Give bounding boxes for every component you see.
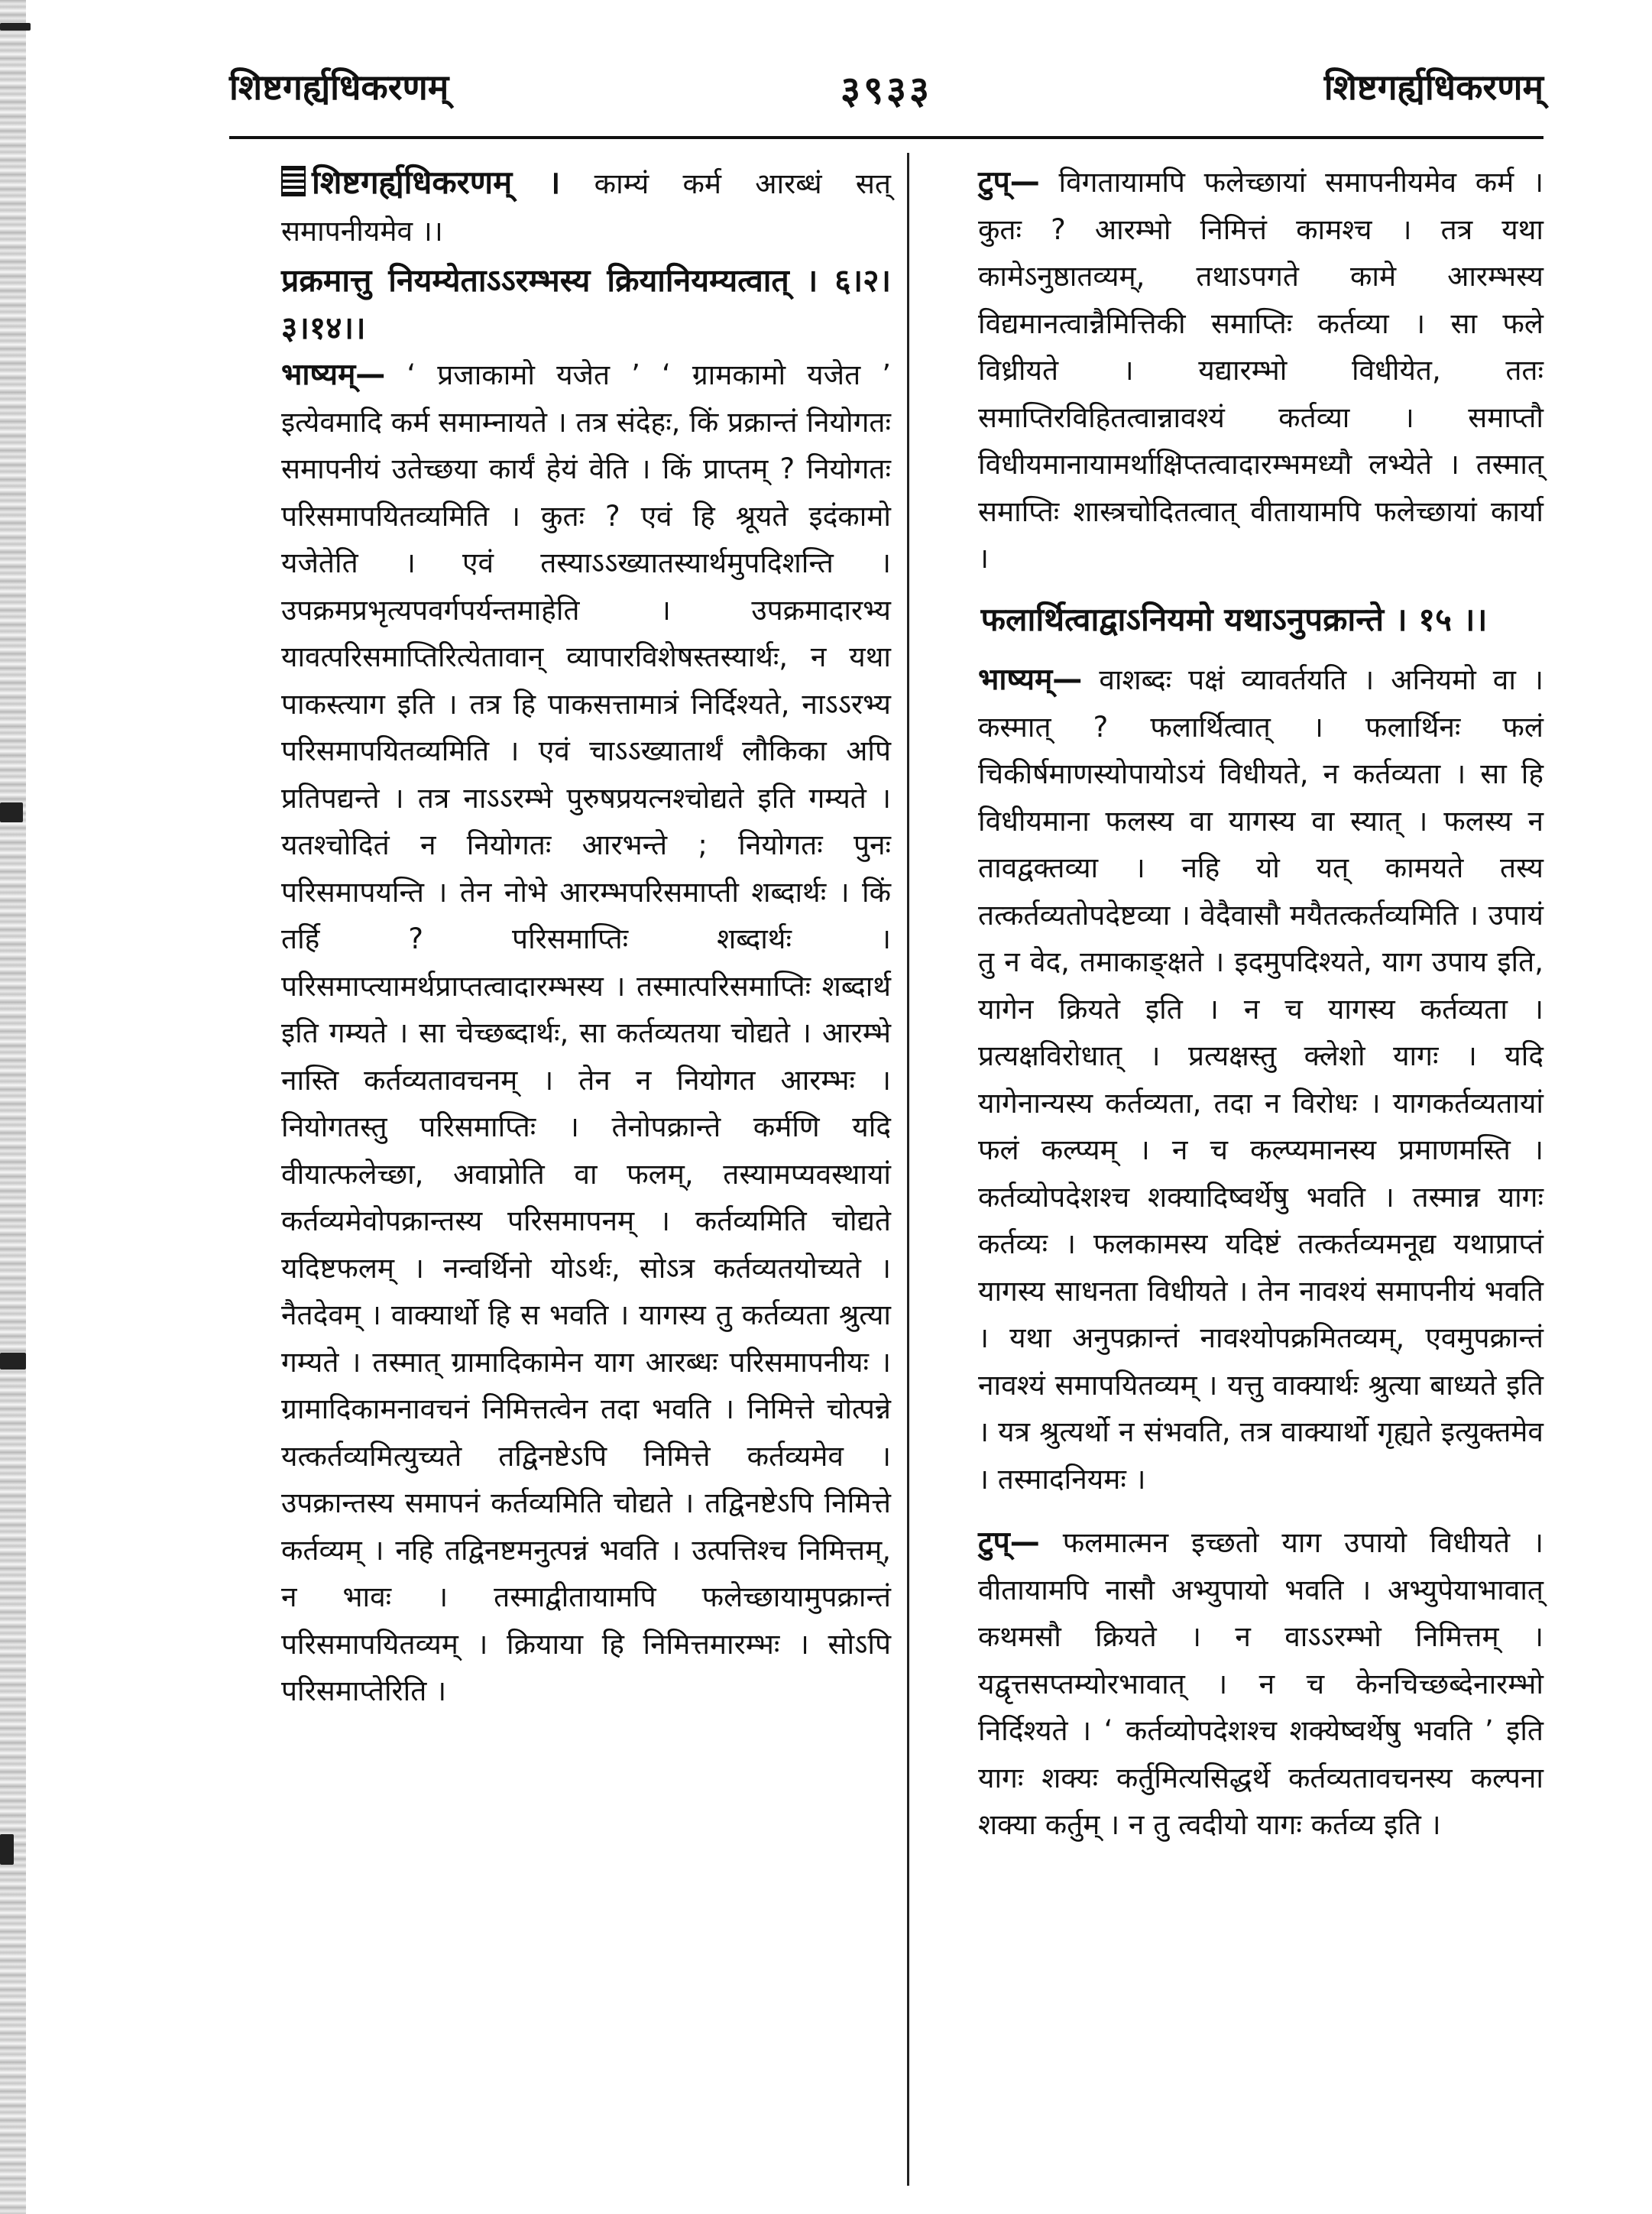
adhikarana-title: शिष्टगर्ह्यधिकरणम् ।	[312, 164, 561, 201]
left-column	[228, 159, 891, 2177]
bhashya-paragraph	[228, 352, 891, 1715]
adhikarana-summary: काम्यं कर्म आरब्धं सत् समापनीयमेव ।।	[281, 167, 891, 248]
tup-label: टुप्—	[978, 1525, 1040, 1560]
adhikarana-heading	[228, 159, 891, 254]
sutra-14: प्रक्रमात्तु नियम्येताऽऽरम्भस्य क्रियानियम्यत्वात् । ६।२।३।१४।।	[281, 262, 891, 346]
bhashya-text: ‘ प्रजाकामो यजेत ’ ‘ ग्रामकामो यजेत ’ इत्येवमादि कर्म समाम्नायते । तत्र संदेहः, किं प्रक्रान्तं नियोगतः समापनीयं उतेच्छया कार्यं हेयं वेति । किं प्राप्तम् ? नियोगतः परिसमापयितव्यमिति । कुतः ? एवं हि श्रूयते इदंकामो यजेतेति । एवं तस्याऽऽख्यातस्यार्थमुपदिशन्ति । उपक्रमप्रभृत्यपवर्गपर्यन्तमाहेति । उपक्रमादारभ्य यावत्परिसमाप्तिरित्येतावान् व्यापारविशेषस्तस्यार्थः, न यथा पाकस्त्याग इति । तत्र हि पाकसत्तामात्रं निर्दिश्यते, नाऽऽरभ्य परिसमापयितव्यमिति । एवं चाऽऽख्यातार्थं लौकिका अपि प्रतिपद्यन्ते । तत्र नाऽऽरम्भे पुरुषप्रयत्नश्चोद्यते इति गम्यते । यतश्चोदितं न नियोगतः आरभन्ते ; नियोगतः पुनः परिसमापयन्ति । तेन नोभे आरम्भपरिसमाप्ती शब्दार्थः । किं तर्हि ? परिसमाप्तिः शब्दार्थः । परिसमाप्त्यामर्थप्राप्तत्वादारम्भस्य । तस्मात्परिसमाप्तिः शब्दार्थ इति गम्यते । सा चेच्छब्दार्थः, सा कर्तव्यतया चोद्यते । आरम्भे नास्ति कर्तव्यतावचनम् । तेन न नियोगत आरम्भः । नियोगतस्तु परिसमाप्तिः । तेनोपक्रान्ते कर्मणि यदि वीयात्फलेच्छा, अवाप्नोति वा फलम्, तस्यामप्यवस्थायां कर्तव्यमेवोपक्रान्तस्य परिसमापनम् । कर्तव्यमिति चोद्यते यदिष्टफलम् । नन्वर्थिनो योऽर्थः, सोऽत्र कर्तव्यतयोच्यते । नैतदेवम् । वाक्यार्थो हि स भवति । यागस्य तु कर्तव्यता श्रुत्या गम्यते । तस्मात् ग्रामादिकामेन याग आरब्धः परिसमापनीयः । ग्रामादिकामनावचनं निमित्तत्वेन तदा भवति । निमित्ते चोत्पन्ने यत्कर्तव्यमित्युच्यते तद्विनष्टेऽपि निमित्ते कर्तव्यमेव । उपक्रान्तस्य समापनं कर्तव्यमिति चोद्यते । तद्विनष्टेऽपि निमित्ते कर्तव्यम् । नहि तद्विनष्टमनुत्पन्नं भवति । उत्पत्तिश्च निमित्तम्, न भावः । तस्माद्वीतायामपि फलेच्छायामुपक्रान्तं परिसमापयितव्यम् । क्रियाया हि निमित्तमारम्भः । सोऽपि परिसमाप्तेरिति ।	[281, 358, 892, 1707]
running-title-right: शिष्टगर्ह्यधिकरणम्	[1323, 66, 1543, 108]
right-column	[925, 159, 1543, 2177]
tup-paragraph-2	[925, 1519, 1543, 1849]
bhashya-label: भाष्यम्—	[978, 663, 1083, 697]
bhashya-paragraph	[925, 656, 1543, 1502]
column-divider	[907, 153, 909, 2186]
tup-text: विगतायामपि फलेच्छायां समापनीयमेव कर्म । कुतः ? आरम्भो निमित्तं कामश्च । तत्र यथा कामेऽनुष्ठातव्यम्, तथाऽपगते कामे आरम्भस्य विद्यमानत्वान्नैमित्तिकी समाप्तिः कर्तव्या । सा फले विध्रीयते । यद्यारम्भो विधीयेत, ततः समाप्तिरविहितत्वान्नावश्यं कर्तव्या । समाप्तौ विधीयमानायामर्थाक्षिप्तत्वादारम्भमध्यौ लभ्येते । तस्मात् समाप्तिः शास्त्रचोदितत्वात् वीतायामपि फलेच्छायां कार्या ।	[978, 166, 1544, 575]
sutra-15: फलार्थित्वाद्वाऽनियमो यथाऽनुपक्रान्ते । १५ ।।	[980, 600, 1488, 638]
running-title-left: शिष्टगर्ह्यधिकरणम्	[229, 66, 449, 108]
bhashya-label: भाष्यम्—	[281, 358, 386, 392]
page-number: ३९३३	[841, 68, 932, 112]
edge-blot	[0, 1353, 26, 1370]
tup-label: टुप्—	[978, 165, 1040, 199]
header-rule	[229, 136, 1543, 139]
edge-blot	[0, 802, 23, 822]
tup-paragraph-1	[925, 159, 1543, 582]
edge-blot	[0, 23, 31, 31]
binding-edge	[0, 0, 26, 2214]
edge-blot	[0, 1834, 14, 1865]
page-header	[229, 63, 1543, 131]
section-marker-icon	[281, 166, 306, 196]
bhashya-text: वाशब्दः पक्षं व्यावर्तयति । अनियमो वा । कस्मात् ? फलार्थित्वात् । फलार्थिनः फलं चिकीर्षमाणस्योपायोऽयं विधीयते, न कर्तव्यता । सा हि विधीयमाना फलस्य वा यागस्य वा स्यात् । फलस्य न तावद्वक्तव्या । नहि यो यत् कामयते तस्य तत्कर्तव्यतोपदेष्टव्या । वेदैवासौ मयैतत्कर्तव्यमिति । उपायं तु न वेद, तमाकाङ्क्षते । इदमुपदिश्यते, याग उपाय इति, यागेन क्रियते इति । न च यागस्य कर्तव्यता । प्रत्यक्षविरोधात् । प्रत्यक्षस्तु क्लेशो यागः । यदि यागेनान्यस्य कर्तव्यता, तदा न विरोधः । यागकर्तव्यतायां फलं कल्प्यम् । न च कल्प्यमानस्य प्रमाणमस्ति । कर्तव्योपदेशश्च शक्यादिष्वर्थेषु भवति । तस्मान्न यागः कर्तव्यः । फलकामस्य यदिष्टं तत्कर्तव्यमनूद्य यथाप्राप्तं यागस्य साधनता विधीयते । तेन नावश्यं समापनीयं भवति । यथा अनुपक्रान्तं नावश्योपक्रमितव्यम्, एवमुपक्रान्तं नावश्यं समापयितव्यम् । यत्तु वाक्यार्थः श्रुत्या बाध्यते इति । यत्र श्रुत्यर्थो न संभवति, तत्र वाक्यार्थो गृह्यते इत्युक्तमेव । तस्मादनियमः ।	[978, 663, 1544, 1496]
tup-text: फलमात्मन इच्छतो याग उपायो विधीयते । वीतायामपि नासौ अभ्युपायो भवति । अभ्युपेयाभावात् कथमसौ क्रियते । न वाऽऽरम्भो निमित्तम् । यद्वृत्तसप्तम्योरभावात् । न च केनचिच्छब्देनारम्भो निर्दिश्यते । ‘ कर्तव्योपदेशश्च शक्येष्वर्थेषु भवति ’ इति यागः शक्यः कर्तुमित्यसिद्धर्थे कर्तव्यतावचनस्य कल्पना शक्या कर्तुम् । न तु त्वदीयो यागः कर्तव्य इति ।	[978, 1526, 1544, 1841]
